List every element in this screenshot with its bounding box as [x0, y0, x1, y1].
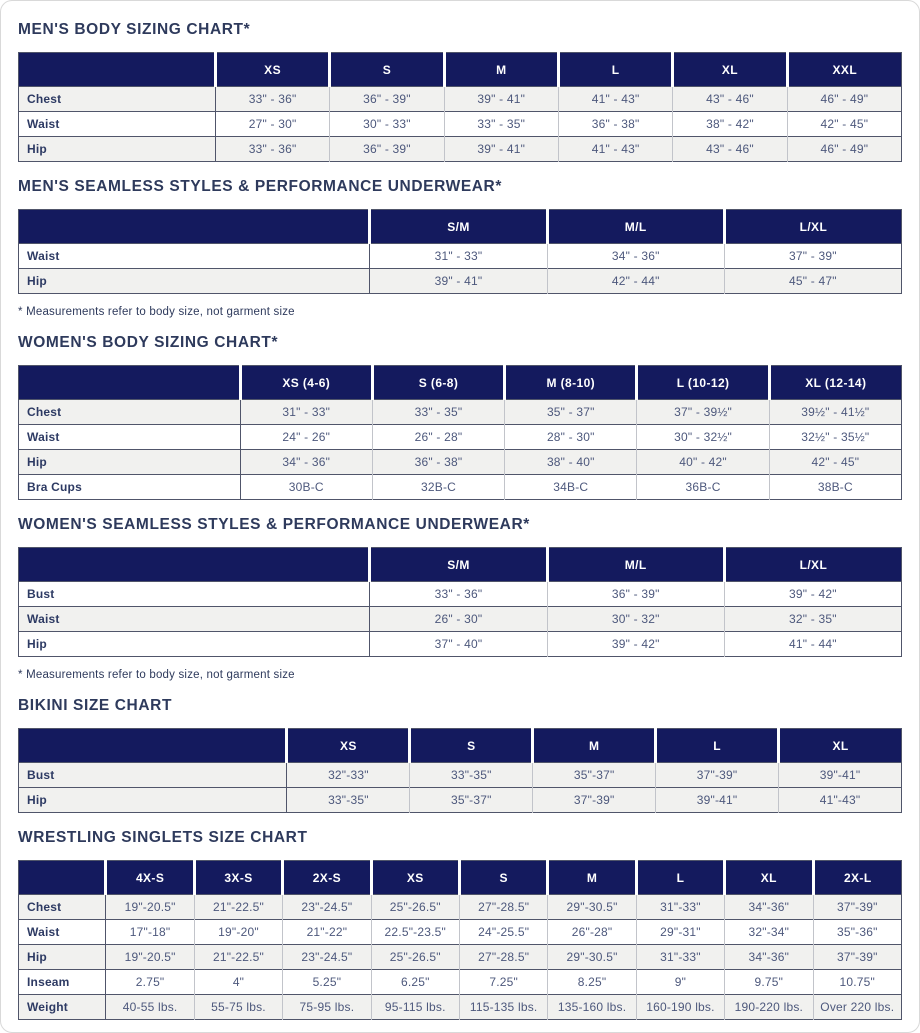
column-header: M [444, 53, 558, 87]
table-cell: 22.5"-23.5" [371, 920, 459, 945]
column-header: XS [215, 53, 329, 87]
table-cell: 33" - 36" [215, 137, 329, 162]
table-row [19, 632, 902, 657]
table-cell: 6.25" [371, 970, 459, 995]
row-label: Hip [27, 455, 47, 469]
table-row [19, 425, 902, 450]
column-header: L/XL [724, 210, 901, 244]
row-label: Hip [27, 950, 47, 964]
row-label: Chest [27, 405, 62, 419]
section-title-wrestling-singlets: WRESTLING SINGLETS SIZE CHART [18, 829, 308, 846]
table-cell: 37" - 39" [724, 244, 901, 269]
table-cell: 23"-24.5" [283, 895, 371, 920]
table-cell: 31"-33" [636, 895, 724, 920]
table-cell: 45" - 47" [724, 269, 901, 294]
table-row [19, 244, 902, 269]
column-header: L (10-12) [637, 366, 769, 400]
row-label: Waist [27, 117, 60, 131]
table-cell: 33" - 35" [444, 112, 558, 137]
row-label: Bust [27, 587, 55, 601]
table-cell: 41" - 44" [724, 632, 901, 657]
section-title-bikini: BIKINI SIZE CHART [18, 697, 173, 714]
table-cell: 26"-28" [548, 920, 636, 945]
table-row [19, 788, 902, 813]
table-cell: 31" - 33" [240, 400, 372, 425]
mens-seamless-underwear-table [18, 209, 902, 294]
table-row [19, 137, 902, 162]
table-cell: 10.75" [813, 970, 901, 995]
table-cell: 39"-41" [779, 763, 902, 788]
table-cell: 190-220 lbs. [725, 995, 813, 1020]
table-cell: 27"-28.5" [459, 895, 547, 920]
table-row [19, 87, 902, 112]
table-cell: 37" - 40" [370, 632, 547, 657]
table-cell: 37"-39" [813, 945, 901, 970]
column-header: XS [371, 861, 459, 895]
column-header: M [548, 861, 636, 895]
table-cell: 34"-36" [725, 945, 813, 970]
header-row [19, 729, 902, 763]
table-cell: 135-160 lbs. [548, 995, 636, 1020]
table-cell: 75-95 lbs. [283, 995, 371, 1020]
row-label: Waist [27, 925, 60, 939]
table-cell: 35" - 37" [505, 400, 637, 425]
table-row [19, 450, 902, 475]
table-cell: 36" - 38" [558, 112, 672, 137]
table-cell: 25"-26.5" [371, 895, 459, 920]
table-cell: 33" - 36" [370, 582, 547, 607]
table-row [19, 945, 902, 970]
column-header: L [558, 53, 672, 87]
table-cell: 5.25" [283, 970, 371, 995]
table-cell: 160-190 lbs. [636, 995, 724, 1020]
row-label: Waist [27, 612, 60, 626]
table-cell: 4" [194, 970, 282, 995]
table-cell: 34" - 36" [547, 244, 724, 269]
row-label: Hip [27, 637, 47, 651]
header-corner-cell [19, 548, 370, 582]
table-cell: 7.25" [459, 970, 547, 995]
column-header: S [410, 729, 533, 763]
table-cell: 8.25" [548, 970, 636, 995]
table-row [19, 269, 902, 294]
column-header: L/XL [724, 548, 901, 582]
table-cell: 40-55 lbs. [106, 995, 194, 1020]
column-header: XXL [787, 53, 901, 87]
header-corner-cell [19, 861, 106, 895]
table-cell: 38" - 40" [505, 450, 637, 475]
row-label: Bra Cups [27, 480, 82, 494]
table-cell: 30" - 32½" [637, 425, 769, 450]
table-cell: 40" - 42" [637, 450, 769, 475]
table-row [19, 475, 902, 500]
table-cell: 42" - 45" [769, 450, 901, 475]
header-corner-cell [19, 366, 241, 400]
column-header: 4X-S [106, 861, 194, 895]
table-cell: 37"-39" [813, 895, 901, 920]
table-cell: 29"-31" [636, 920, 724, 945]
table-cell: 21"-22" [283, 920, 371, 945]
table-row [19, 112, 902, 137]
table-cell: 21"-22.5" [194, 895, 282, 920]
table-cell: 34B-C [505, 475, 637, 500]
table-cell: 39" - 42" [724, 582, 901, 607]
table-row [19, 920, 902, 945]
row-label: Chest [27, 92, 62, 106]
column-header: S [330, 53, 444, 87]
table-cell: 38" - 42" [673, 112, 787, 137]
table-cell: 33" - 35" [372, 400, 504, 425]
table-cell: 35"-37" [410, 788, 533, 813]
table-cell: 19"-20" [194, 920, 282, 945]
column-header: XL [725, 861, 813, 895]
table-cell: 46" - 49" [787, 137, 901, 162]
row-label: Waist [27, 249, 60, 263]
table-row [19, 400, 902, 425]
column-header: 2X-L [813, 861, 901, 895]
table-cell: 29"-30.5" [548, 945, 636, 970]
column-header: L [656, 729, 779, 763]
column-header: XS (4-6) [240, 366, 372, 400]
table-cell: 39" - 41" [370, 269, 547, 294]
header-row [19, 53, 902, 87]
row-label: Hip [27, 793, 47, 807]
column-header: S/M [370, 548, 547, 582]
header-corner-cell [19, 729, 287, 763]
column-header: S (6-8) [372, 366, 504, 400]
table-cell: 26" - 28" [372, 425, 504, 450]
table-cell: 39" - 42" [547, 632, 724, 657]
column-header: XL [673, 53, 787, 87]
womens-seamless-underwear-table [18, 547, 902, 657]
table-cell: 32" - 35" [724, 607, 901, 632]
section-title-womens-seamless: WOMEN'S SEAMLESS STYLES & PERFORMANCE UNDERWEAR* [18, 516, 530, 533]
row-label: Weight [27, 1000, 68, 1014]
table-cell: 42" - 45" [787, 112, 901, 137]
measurement-footnote: * Measurements refer to body size, not garment size [18, 669, 295, 681]
row-label: Hip [27, 142, 47, 156]
row-label: Hip [27, 274, 47, 288]
column-header: 3X-S [194, 861, 282, 895]
table-cell: Over 220 lbs. [813, 995, 901, 1020]
table-cell: 19"-20.5" [106, 945, 194, 970]
table-cell: 39½" - 41½" [769, 400, 901, 425]
column-header: L [636, 861, 724, 895]
table-cell: 41"-43" [779, 788, 902, 813]
table-cell: 31" - 33" [370, 244, 547, 269]
column-header: XS [287, 729, 410, 763]
table-cell: 42" - 44" [547, 269, 724, 294]
table-cell: 43" - 46" [673, 87, 787, 112]
column-header: M/L [547, 210, 724, 244]
table-cell: 36" - 38" [372, 450, 504, 475]
header-corner-cell [19, 210, 370, 244]
table-cell: 33" - 36" [215, 87, 329, 112]
table-cell: 9.75" [725, 970, 813, 995]
table-cell: 27" - 30" [215, 112, 329, 137]
table-cell: 25"-26.5" [371, 945, 459, 970]
table-cell: 36" - 39" [330, 137, 444, 162]
column-header: XL (12-14) [769, 366, 901, 400]
table-cell: 43" - 46" [673, 137, 787, 162]
table-cell: 9" [636, 970, 724, 995]
table-cell: 95-115 lbs. [371, 995, 459, 1020]
table-cell: 35"-37" [533, 763, 656, 788]
table-cell: 29"-30.5" [548, 895, 636, 920]
womens-body-sizing-table [18, 365, 902, 500]
table-cell: 30" - 33" [330, 112, 444, 137]
table-row [19, 895, 902, 920]
table-cell: 32"-33" [287, 763, 410, 788]
table-cell: 36B-C [637, 475, 769, 500]
column-header: XL [779, 729, 902, 763]
table-row [19, 582, 902, 607]
table-cell: 2.75" [106, 970, 194, 995]
table-cell: 32"-34" [725, 920, 813, 945]
column-header: 2X-S [283, 861, 371, 895]
table-cell: 27"-28.5" [459, 945, 547, 970]
header-row [19, 366, 902, 400]
table-cell: 30B-C [240, 475, 372, 500]
column-header: M (8-10) [505, 366, 637, 400]
table-cell: 26" - 30" [370, 607, 547, 632]
column-header: M [533, 729, 656, 763]
section-title-mens-body: MEN'S BODY SIZING CHART* [18, 21, 251, 38]
table-cell: 30" - 32" [547, 607, 724, 632]
table-cell: 31"-33" [636, 945, 724, 970]
table-cell: 19"-20.5" [106, 895, 194, 920]
table-cell: 33"-35" [287, 788, 410, 813]
table-cell: 46" - 49" [787, 87, 901, 112]
table-cell: 23"-24.5" [283, 945, 371, 970]
table-cell: 33"-35" [410, 763, 533, 788]
table-row [19, 995, 902, 1020]
table-cell: 39" - 41" [444, 137, 558, 162]
column-header: M/L [547, 548, 724, 582]
header-row [19, 210, 902, 244]
row-label: Chest [27, 900, 62, 914]
header-corner-cell [19, 53, 216, 87]
table-cell: 37" - 39½" [637, 400, 769, 425]
table-cell: 115-135 lbs. [459, 995, 547, 1020]
table-cell: 39" - 41" [444, 87, 558, 112]
table-cell: 37"-39" [533, 788, 656, 813]
table-cell: 28" - 30" [505, 425, 637, 450]
table-cell: 32½" - 35½" [769, 425, 901, 450]
column-header: S [459, 861, 547, 895]
section-title-womens-body: WOMEN'S BODY SIZING CHART* [18, 334, 279, 351]
table-cell: 41" - 43" [558, 87, 672, 112]
table-cell: 21"-22.5" [194, 945, 282, 970]
table-row [19, 607, 902, 632]
table-cell: 34"-36" [725, 895, 813, 920]
header-row [19, 548, 902, 582]
column-header: S/M [370, 210, 547, 244]
table-cell: 55-75 lbs. [194, 995, 282, 1020]
row-label: Bust [27, 768, 55, 782]
bikini-size-table [18, 728, 902, 813]
table-row [19, 763, 902, 788]
table-cell: 36" - 39" [330, 87, 444, 112]
table-cell: 37"-39" [656, 763, 779, 788]
wrestling-singlets-size-table [18, 860, 902, 1020]
table-cell: 41" - 43" [558, 137, 672, 162]
table-cell: 36" - 39" [547, 582, 724, 607]
table-cell: 35"-36" [813, 920, 901, 945]
table-cell: 39"-41" [656, 788, 779, 813]
measurement-footnote: * Measurements refer to body size, not garment size [18, 306, 295, 318]
table-cell: 17"-18" [106, 920, 194, 945]
mens-body-sizing-table [18, 52, 902, 162]
table-cell: 32B-C [372, 475, 504, 500]
section-title-mens-seamless: MEN'S SEAMLESS STYLES & PERFORMANCE UNDERWEAR* [18, 178, 502, 195]
row-label: Inseam [27, 975, 70, 989]
table-cell: 34" - 36" [240, 450, 372, 475]
table-cell: 24" - 26" [240, 425, 372, 450]
table-row [19, 970, 902, 995]
row-label: Waist [27, 430, 60, 444]
table-cell: 24"-25.5" [459, 920, 547, 945]
header-row [19, 861, 902, 895]
table-cell: 38B-C [769, 475, 901, 500]
